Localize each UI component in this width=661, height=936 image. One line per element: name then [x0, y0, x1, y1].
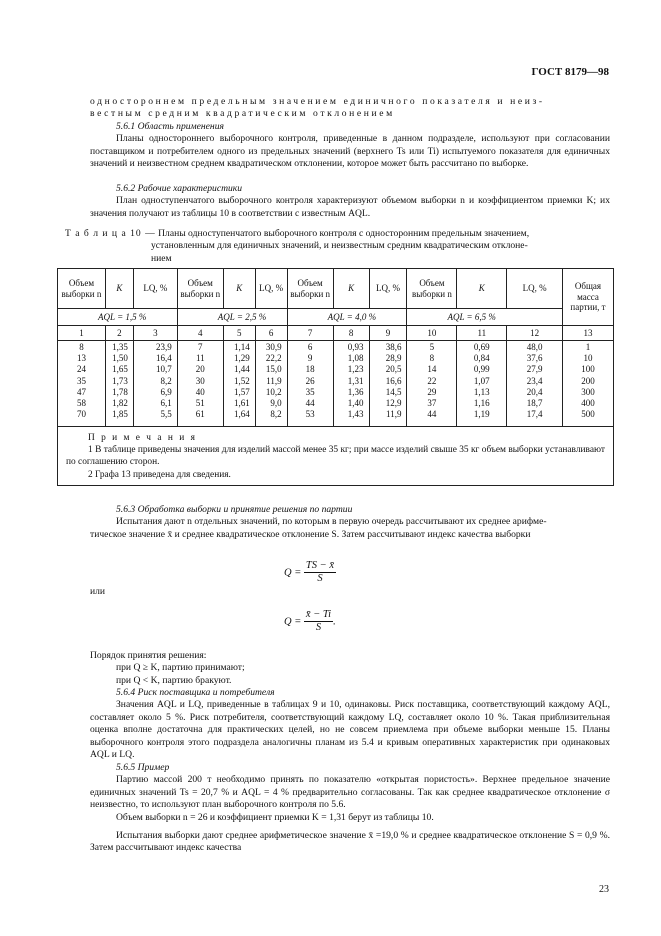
formula-1-lhs: Q = [284, 567, 302, 579]
table-cell-value: 8 [429, 353, 435, 364]
data-col-11 [457, 341, 507, 427]
table-cell-value: 30,9 [265, 342, 282, 352]
table-notes-row [58, 427, 614, 486]
data-list [459, 342, 504, 420]
section-5-6-1-title: 5.6.1 Область применения [116, 121, 224, 132]
table-cell-value: 58 [76, 398, 86, 409]
header-sample-4: Объем выборки n [407, 269, 457, 309]
or-text: или [90, 586, 106, 597]
table-cell-value: 38,6 [385, 342, 402, 352]
table-cell-value: 15,0 [265, 364, 282, 375]
section-5-6-3-text-1: Испытания дают n отдельных значений, по которым в первую очередь рассчитывают их среднее арифме- [116, 516, 547, 528]
section-5-6-2-text: План одноступенчатого выборочного контроля характеризуют объемом выборки n и коэффициентом приемки K; их значения получают из таблицы 10 в соответствии с известным AQL. [90, 195, 610, 219]
header-lq-2: LQ, % [255, 269, 287, 309]
table-cell-value: 20,5 [385, 364, 402, 375]
col-number: 2 [105, 326, 133, 341]
intro-paragraph [90, 96, 610, 121]
col-number: 11 [457, 326, 507, 341]
table-header-row [58, 269, 614, 309]
data-col-2 [105, 341, 133, 427]
aql-group-3: AQL = 4,0 % [287, 309, 407, 326]
table-cell-value: 10 [583, 353, 593, 364]
formula-1-denominator: S [317, 573, 323, 585]
table-data-row [58, 341, 614, 427]
data-list [509, 342, 560, 420]
table-cell-value: 100 [581, 364, 595, 375]
decision-rules [90, 650, 610, 687]
table-caption [65, 228, 613, 265]
formula-2-denominator: S [315, 622, 322, 634]
table-caption-line-3: нием [151, 252, 172, 264]
table-cell-value: 1,13 [473, 386, 490, 397]
table-cell-value: 5 [429, 342, 435, 352]
table-cell-value: 1,82 [112, 398, 128, 409]
table-cell-value: 35 [76, 375, 86, 386]
col-number: 12 [507, 326, 563, 341]
table-cell-value: 14,5 [385, 386, 402, 397]
decision-intro: Порядок принятия решения: [90, 650, 207, 661]
data-list [60, 342, 103, 420]
header-lq-1: LQ, % [133, 269, 177, 309]
section-5-6-5-text-3: Испытания выборки дают среднее арифметическое значение x̄ =19,0 % и среднее квадратическое отклонение S = 0,9 %. Затем рассчитывают индекс качества [90, 830, 610, 854]
aql-row [58, 309, 614, 326]
formula-1-numerator: TS − x̄ [304, 560, 336, 573]
table-cell-value: 17,4 [526, 409, 543, 420]
table-cell-value: 48,0 [526, 342, 543, 352]
table-cell-value: 1,52 [233, 375, 250, 386]
table-cell-value: 29 [427, 386, 437, 397]
section-5-6-4 [90, 687, 610, 761]
header-lot-mass: Общая масса партии, т [563, 269, 614, 326]
table-cell-value: 9,0 [270, 398, 282, 409]
table-cell-value: 1,43 [347, 409, 364, 420]
decision-rule-reject: при Q < K, партию бракуют. [116, 674, 232, 686]
table-cell-value: 200 [581, 375, 595, 386]
data-col-8 [333, 341, 369, 427]
col-number: 7 [287, 326, 333, 341]
table-cell-value: 1,29 [233, 353, 250, 364]
header-lq-4: LQ, % [507, 269, 563, 309]
formula-2-numerator: x̄ − Ti [304, 609, 333, 622]
header-k-1: K [105, 269, 133, 309]
section-5-6-1 [90, 121, 610, 171]
table-cell-value: 1,85 [112, 409, 128, 420]
table-cell-value: 10,7 [156, 364, 172, 375]
table-notes [58, 427, 614, 486]
header-k-4: K [457, 269, 507, 309]
table-cell-value: 24 [76, 364, 86, 375]
col-number: 9 [369, 326, 407, 341]
data-list [565, 342, 611, 420]
table-cell-value: 22,2 [265, 353, 282, 364]
data-col-4 [177, 341, 223, 427]
data-list [409, 342, 454, 420]
section-5-6-4-text: Значения AQL и LQ, приведенные в таблицах 9 и 10, одинаковы. Риск поставщика, соответствующий каждому AQL, составляет около 5 %. Риск потребителя, соответствующий каждому LQ, составляет около 10 %. Такая приблизительная оценка вполне достаточна для практических целей, но не совсем приемлема при объеме выборки меньше 15. Планы выборочного контроля этого подраздела аналогичны планам из 5.4 и кривым оперативных характеристик при одинаковых AQL и LQ. [90, 699, 610, 761]
table-cell-value: 20,4 [526, 386, 543, 397]
table-cell-value: 37 [427, 398, 437, 409]
col-number: 10 [407, 326, 457, 341]
header-sample-3: Объем выборки n [287, 269, 333, 309]
formula-2-lhs: Q = [284, 616, 302, 628]
standard-number: ГОСТ 8179—98 [531, 66, 609, 78]
header-lq-3: LQ, % [369, 269, 407, 309]
data-col-3 [133, 341, 177, 427]
section-5-6-3-title: 5.6.3 Обработка выборки и принятие решения по партии [116, 504, 353, 515]
table-cell-value: 23,9 [156, 342, 172, 352]
decision-rule-accept: при Q ≥ K, партию принимают; [116, 662, 245, 674]
data-list [108, 342, 128, 420]
intro-line-1: одностороннем предельным значением единичного показателя и неиз- [90, 96, 545, 107]
data-list [180, 342, 221, 420]
data-col-9 [369, 341, 407, 427]
section-5-6-1-text: Планы одностороннего выборочного контроля, приведенные в данном подразделе, используют при согласовании поставщиком и потребителем одного из предельных значений (верхнего Ts или Ti) испытуемого показателя для единичных значений и неизвестном среднем квадратическом отклонении, которое может быть рассчитано по выборке. [90, 133, 610, 170]
table-cell-value: 1,07 [473, 375, 490, 386]
table-cell-value: 26 [305, 375, 315, 386]
formula-2-end: . [333, 616, 336, 628]
section-5-6-2-title: 5.6.2 Рабочие характеристики [116, 183, 243, 194]
table-cell-value: 1,64 [233, 409, 250, 420]
table-cell-value: 51 [195, 398, 205, 409]
section-5-6-5-text-2: Объем выборки n = 26 и коэффициент приемки K = 1,31 берут из таблицы 10. [116, 811, 434, 823]
intro-line-2: вестным средним квадратическим отклонением [90, 108, 395, 120]
table-10 [57, 268, 614, 486]
section-5-6-4-title: 5.6.4 Риск поставщика и потребителя [116, 687, 275, 698]
table-cell-value: 40 [195, 386, 205, 397]
table-cell-value: 11 [195, 353, 205, 364]
aql-group-4: AQL = 6,5 % [407, 309, 563, 326]
table-cell-value: 11,9 [386, 409, 402, 420]
table-cell-value: 8 [79, 342, 84, 352]
table-cell-value: 1,08 [347, 353, 364, 364]
data-col-1 [58, 341, 106, 427]
table-cell-value: 18 [305, 364, 315, 375]
data-col-12 [507, 341, 563, 427]
table-cell-value: 23,4 [526, 375, 543, 386]
table-cell-value: 9 [307, 353, 313, 364]
table-cell-value: 16,4 [156, 353, 172, 364]
section-5-6-3-text-2: тическое значение x̄ и среднее квадратическое отклонение S. Затем рассчитывают индекс качества выборки [90, 528, 531, 540]
page-number: 23 [599, 884, 609, 895]
table-cell-value: 11,9 [266, 375, 282, 386]
table-cell-value: 30 [195, 375, 205, 386]
table-cell-value: 20 [195, 364, 205, 375]
data-col-7 [287, 341, 333, 427]
table-cell-value: 400 [581, 398, 595, 409]
table-cell-value: 10,2 [265, 386, 282, 397]
table-cell-value: 0,99 [473, 364, 490, 375]
table-cell-value: 1,35 [112, 342, 128, 352]
data-col-5 [223, 341, 255, 427]
table-cell-value: 1,73 [112, 375, 128, 386]
table-cell-value: 35 [305, 386, 315, 397]
header-k-3: K [333, 269, 369, 309]
table-cell-value: 1,23 [347, 364, 364, 375]
table-cell-value: 1,65 [112, 364, 128, 375]
data-list [336, 342, 364, 420]
data-col-10 [407, 341, 457, 427]
table-cell-value: 37,6 [526, 353, 543, 364]
section-5-6-5 [90, 762, 610, 855]
table-cell-value: 8,2 [160, 375, 172, 386]
table-cell-value: 12,9 [385, 398, 402, 409]
table-cell-value: 0,84 [473, 353, 490, 364]
col-number: 1 [58, 326, 106, 341]
header-sample-2: Объем выборки n [177, 269, 223, 309]
note-1: 1 В таблице приведены значения для изделий массой менее 35 кг; при массе изделий свыше 35 кг объем выборки устанавливают по соглашению сторон. [66, 445, 605, 468]
notes-title: П р и м е ч а н и я [88, 433, 197, 443]
table-cell-value: 0,69 [473, 342, 490, 352]
table-cell-value: 300 [581, 386, 595, 397]
table-cell-value: 0,93 [347, 342, 364, 352]
table-cell-value: 13 [76, 353, 86, 364]
col-number: 4 [177, 326, 223, 341]
table-cell-value: 1,19 [473, 409, 490, 420]
section-5-6-2 [90, 183, 610, 220]
data-col-6 [255, 341, 287, 427]
table-cell-value: 1,31 [347, 375, 364, 386]
table-cell-value: 1 [585, 342, 591, 352]
formula-1 [284, 560, 336, 586]
section-5-6-5-text-1: Партию массой 200 т необходимо принять по показателю «открытая пористость». Верхнее предельное значение единичных значений Ts = 20,7 % и AQL = 4 % предварительно согласованы. Так как среднее квадратическое отклонение σ неизвестно, то используют план выборочного контроля по 5.6. [90, 774, 610, 811]
table-cell-value: 14 [427, 364, 437, 375]
table-cell-value: 1,78 [112, 386, 128, 397]
table-caption-line-2: установленным для единичных значений, и неизвестным средним квадратическим отклоне- [151, 240, 528, 252]
aql-group-1: AQL = 1,5 % [58, 309, 178, 326]
section-5-6-3 [90, 504, 610, 541]
header-k-2: K [223, 269, 255, 309]
column-number-row [58, 326, 614, 341]
table-cell-value: 500 [581, 409, 595, 420]
table-cell-value: 1,16 [473, 398, 490, 409]
table-cell-value: 1,14 [233, 342, 250, 352]
formula-2-fraction [304, 609, 333, 635]
table-cell-value: 1,40 [347, 398, 364, 409]
table-cell-value: 5,5 [160, 409, 172, 420]
table-cell-value: 44 [305, 398, 315, 409]
table-cell-value: 7 [198, 342, 203, 352]
table-cell-value: 28,9 [385, 353, 402, 364]
table-cell-value: 16,6 [385, 375, 402, 386]
table-cell-value: 53 [305, 409, 315, 420]
table-cell-value: 22 [427, 375, 437, 386]
data-col-13 [563, 341, 614, 427]
table-cell-value: 6,1 [160, 398, 172, 409]
table-cell-value: 18,7 [526, 398, 543, 409]
table-cell-value: 1,44 [233, 364, 250, 375]
data-list [290, 342, 331, 420]
formula-1-fraction [304, 560, 336, 586]
data-list [372, 342, 402, 420]
table-cell-value: 61 [195, 409, 205, 420]
formula-2 [284, 609, 336, 635]
note-2: 2 Графа 13 приведена для сведения. [88, 469, 231, 480]
col-number: 6 [255, 326, 287, 341]
col-number: 3 [133, 326, 177, 341]
table-cell-value: 27,9 [526, 364, 543, 375]
data-list [226, 342, 250, 420]
table-cell-value: 1,36 [347, 386, 364, 397]
table-cell-value: 1,50 [112, 353, 128, 364]
table-caption-label: Т а б л и ц а 10 — [65, 228, 156, 239]
table-cell-value: 44 [427, 409, 437, 420]
table-cell-value: 8,2 [270, 409, 282, 420]
col-number: 8 [333, 326, 369, 341]
header-sample-1: Объем выборки n [58, 269, 106, 309]
table-cell-value: 6,9 [160, 386, 172, 397]
table-cell-value: 1,57 [233, 386, 250, 397]
table-cell-value: 47 [76, 386, 86, 397]
aql-group-2: AQL = 2,5 % [177, 309, 287, 326]
table-caption-line-1: Планы одноступенчатого выборочного контроля с односторонним предельным значением, [158, 228, 530, 239]
table-cell-value: 6 [307, 342, 313, 352]
col-number: 13 [563, 326, 614, 341]
data-list [136, 342, 172, 420]
data-list [258, 342, 282, 420]
table-cell-value: 1,61 [233, 398, 250, 409]
table-cell-value: 70 [76, 409, 86, 420]
col-number: 5 [223, 326, 255, 341]
section-5-6-5-title: 5.6.5 Пример [116, 762, 170, 773]
